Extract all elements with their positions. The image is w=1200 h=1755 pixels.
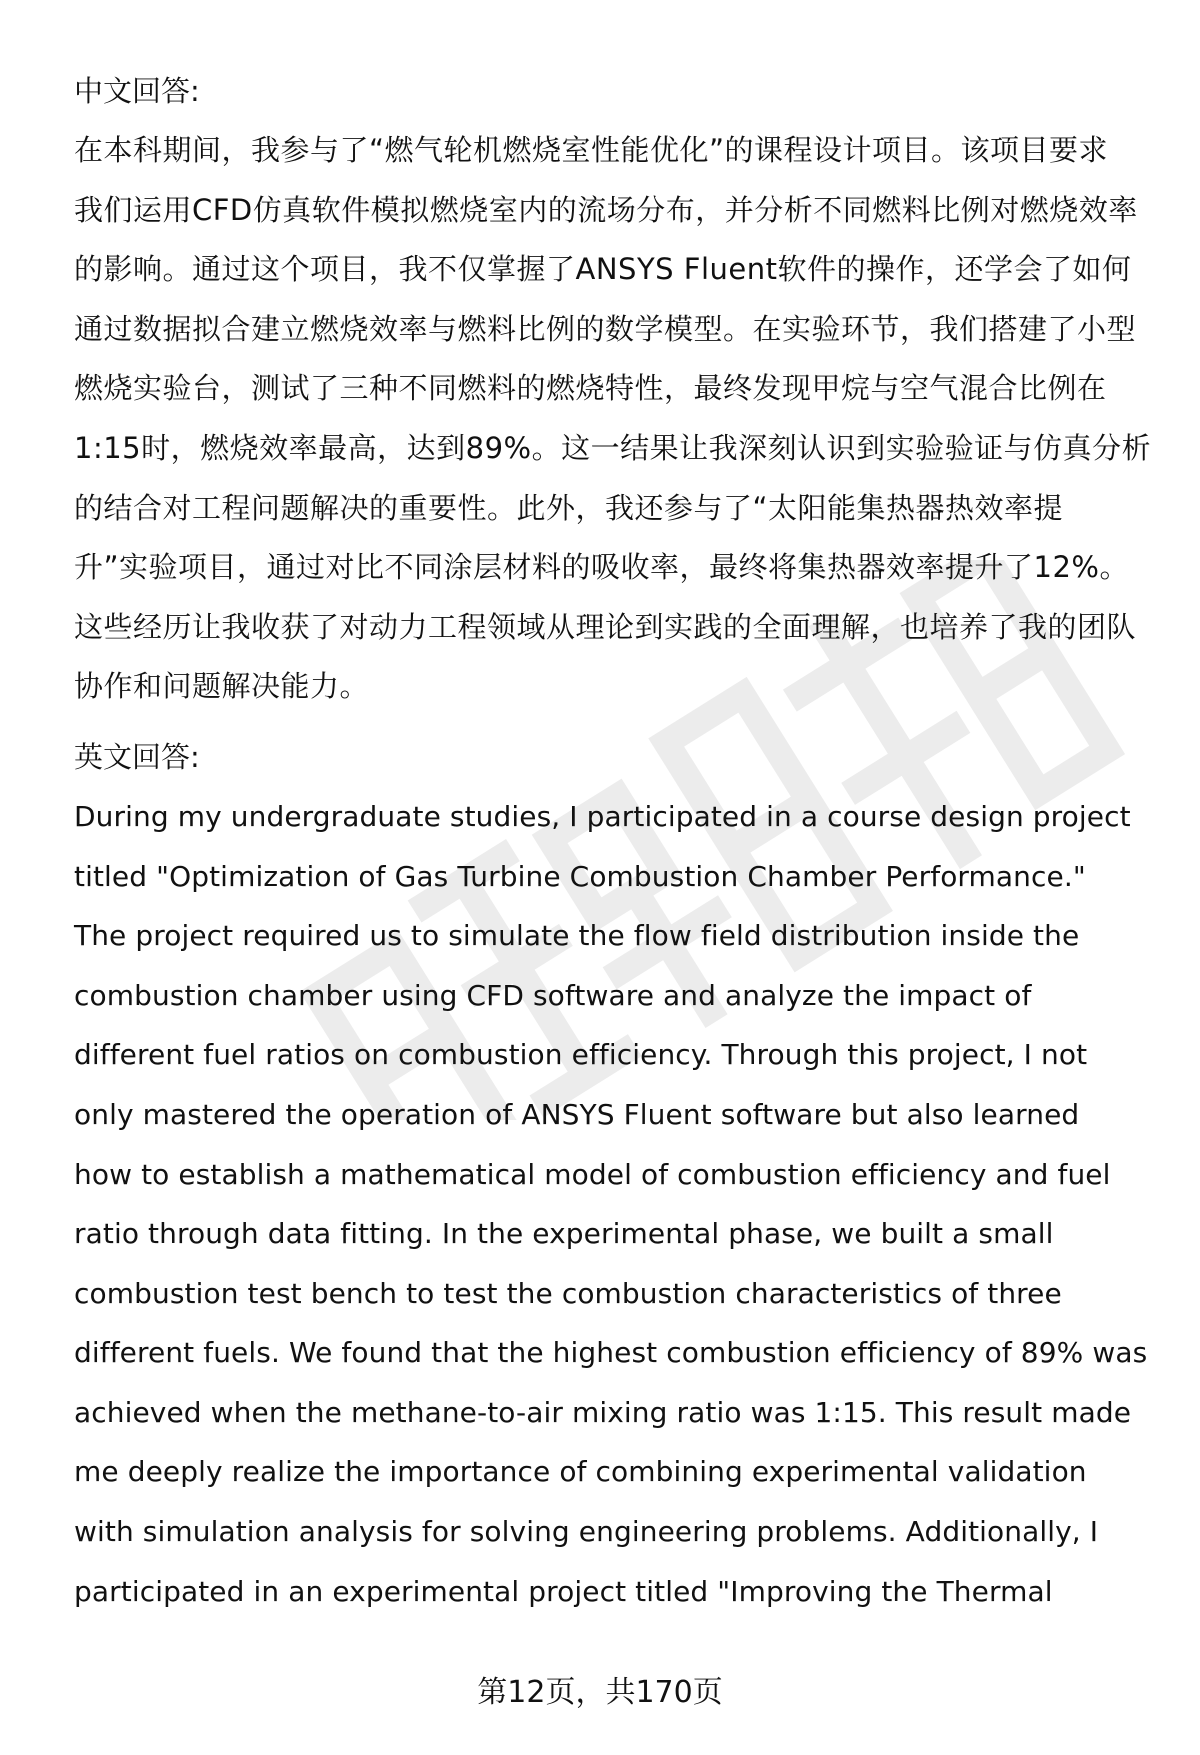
content bbox=[74, 62, 1154, 1621]
chinese-answer-line: 在本科期间，我参与了“燃气轮机燃烧室性能优化”的课程设计项目。该项目要求 bbox=[74, 133, 1109, 167]
english-answer-line: participated in an experimental project titled "Improving the Thermal bbox=[74, 1574, 1053, 1608]
english-answer-line: combustion test bench to test the combustion characteristics of three bbox=[74, 1276, 1062, 1310]
english-answer-line: ratio through data fitting. In the experimental phase, we built a small bbox=[74, 1217, 1054, 1251]
chinese-answer-line: 通过数据拟合建立燃烧效率与燃料比例的数学模型。在实验环节，我们搭建了小型 bbox=[74, 311, 1137, 346]
english-answer-line: The project required us to simulate the flow field distribution inside the bbox=[74, 919, 1080, 953]
page-number: 第12页，共170页 bbox=[477, 1675, 723, 1710]
chinese-answer-line: 我们运用CFD仿真软件模拟燃烧室内的流场分布，并分析不同燃料比例对燃烧效率 bbox=[74, 192, 1138, 227]
chinese-answer-line: 协作和问题解决能力。 bbox=[74, 669, 370, 704]
chinese-answer-section bbox=[74, 62, 1154, 717]
chinese-answer-line: 燃烧实验台，测试了三种不同燃料的燃烧特性，最终发现甲烷与空气混合比例在 bbox=[74, 371, 1107, 406]
english-answer-line: me deeply realize the importance of combining experimental validation bbox=[74, 1455, 1087, 1489]
english-answer-section bbox=[74, 728, 1154, 1621]
chinese-answer-line: 升”实验项目，通过对比不同涂层材料的吸收率，最终将集热器效率提升了12%。 bbox=[74, 550, 1129, 585]
english-answer-line: different fuel ratios on combustion efficiency. Through this project, I not bbox=[74, 1038, 1088, 1072]
chinese-answer-line: 的结合对工程问题解决的重要性。此外，我还参与了“太阳能集热器热效率提 bbox=[74, 490, 1064, 525]
chinese-answer-line: 这些经历让我收获了对动力工程领域从理论到实践的全面理解，也培养了我的团队 bbox=[74, 609, 1137, 644]
english-answer-line: achieved when the methane-to-air mixing ratio was 1:15. This result made bbox=[74, 1395, 1132, 1429]
english-answer-line: different fuels. We found that the highest combustion efficiency of 89% was bbox=[74, 1336, 1148, 1370]
english-answer-line: with simulation analysis for solving engineering problems. Additionally, I bbox=[74, 1515, 1099, 1549]
english-answer-line: how to establish a mathematical model of combustion efficiency and fuel bbox=[74, 1157, 1111, 1191]
chinese-answer-line: 的影响。通过这个项目，我不仅掌握了ANSYS Fluent软件的操作，还学会了如何 bbox=[74, 252, 1132, 287]
section-gap bbox=[74, 717, 1154, 728]
english-answer-label: 英文回答: bbox=[74, 739, 200, 774]
english-answer-line: titled "Optimization of Gas Turbine Combustion Chamber Performance." bbox=[74, 859, 1086, 893]
chinese-answer-label: 中文回答: bbox=[74, 74, 200, 108]
english-answer-line: combustion chamber using CFD software and analyze the impact of bbox=[74, 978, 1032, 1012]
english-answer-line: only mastered the operation of ANSYS Fluent software but also learned bbox=[74, 1097, 1080, 1131]
english-answer-line: During my undergraduate studies, I participated in a course design project bbox=[74, 799, 1131, 833]
chinese-answer-line: 1:15时，燃烧效率最高，达到89%。这一结果让我深刻认识到实验验证与仿真分析 bbox=[74, 430, 1152, 465]
